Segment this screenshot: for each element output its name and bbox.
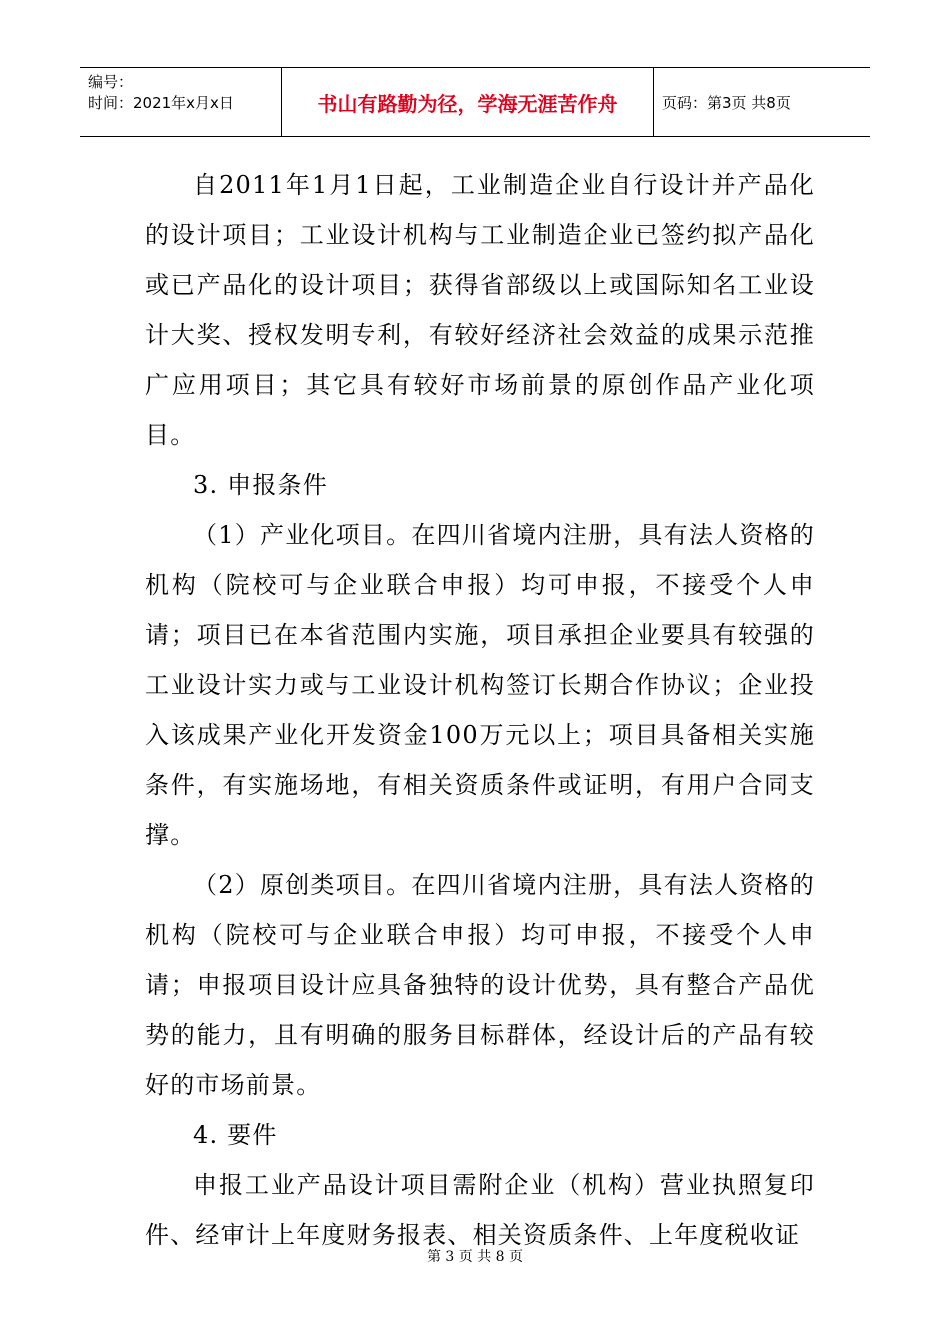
heading-application-conditions: 3. 申报条件 [193, 471, 328, 499]
page-footer: 第 3 页 共 8 页 [426, 1249, 524, 1265]
header-meta-cell [80, 68, 282, 136]
header-motto-cell [282, 68, 654, 136]
paragraph-required-documents: 申报工业产品设计项目需附企业（机构）营业执照复印件、经审计上年度财务报表、相关资质条件、上年度税收证 [145, 1171, 815, 1249]
paragraph-industrialization-project: （1）产业化项目。在四川省境内注册，具有法人资格的机构（院校可与企业联合申报）均可申报，不接受个人申请；项目已在本省范围内实施，项目承担企业要具有较强的工业设计实力或与工业设计机构签订长期合作协议；企业投入该成果产业化开发资金100万元以上；项目具备相关实施条件，有实施场地，有相关资质条件或证明，有用户合同支撑。 [145, 521, 815, 849]
heading-required-documents: 4. 要件 [193, 1121, 278, 1149]
document-number-label: 编号： [88, 73, 134, 91]
page-header [80, 67, 870, 137]
document-time-label: 时间：2021年x月x日 [88, 94, 234, 112]
paragraph-project-scope: 自2011年1月1日起，工业制造企业自行设计并产品化的设计项目；工业设计机构与工业制造企业已签约拟产品化或已产品化的设计项目；获得省部级以上或国际知名工业设计大奖、授权发明专利，有较好经济社会效益的成果示范推广应用项目；其它具有较好市场前景的原创作品产业化项目。 [145, 171, 815, 449]
document-body [145, 160, 815, 1260]
paragraph-original-project: （2）原创类项目。在四川省境内注册，具有法人资格的机构（院校可与企业联合申报）均可申报，不接受个人申请；申报项目设计应具备独特的设计优势，具有整合产品优势的能力，且有明确的服务目标群体，经设计后的产品有较好的市场前景。 [145, 871, 815, 1099]
header-page-info: 页码：第3页 共8页 [662, 93, 791, 112]
header-motto: 书山有路勤为径，学海无涯苦作舟 [317, 91, 618, 116]
header-page-cell [654, 68, 870, 136]
